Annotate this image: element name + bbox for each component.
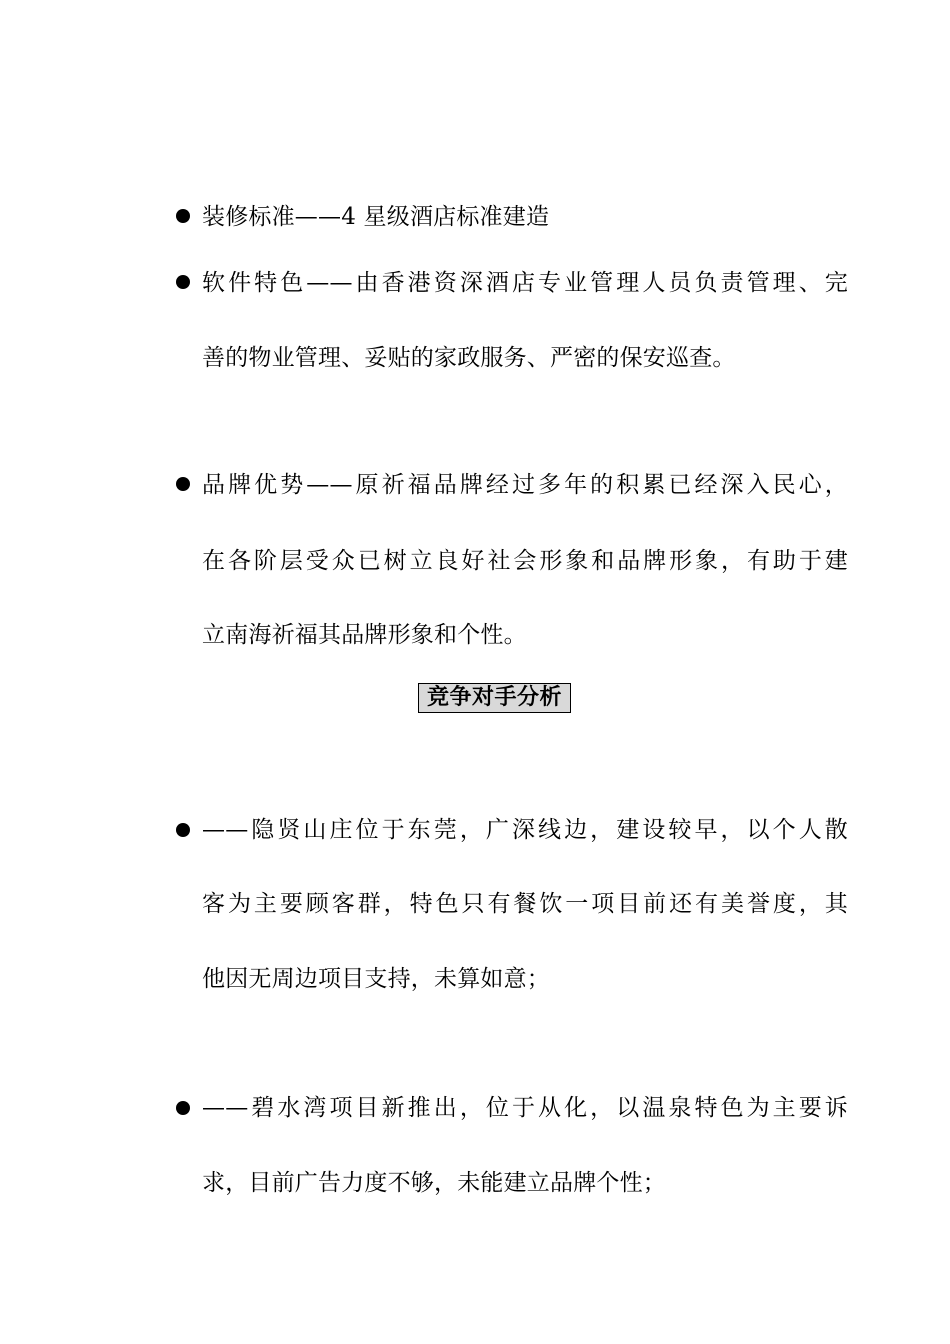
- competitor-line: ——隐贤山庄位于东莞，广深线边，建设较早，以个人散: [202, 817, 848, 843]
- competitor-line: 他因无周边项目支持，未算如意；: [202, 966, 550, 992]
- bullet-icon: [176, 1101, 190, 1115]
- bullet-icon: [176, 823, 190, 837]
- feature-line: 品牌优势——原祈福品牌经过多年的积累已经深入民心，: [202, 472, 848, 498]
- feature-line: 善的物业管理、妥贴的家政服务、严密的保安巡查。: [202, 345, 736, 371]
- competitor-line: 求，目前广告力度不够，未能建立品牌个性；: [202, 1170, 666, 1196]
- feature-line: 装修标准——4 星级酒店标准建造: [202, 204, 550, 230]
- feature-line: 软件特色——由香港资深酒店专业管理人员负责管理、完: [202, 270, 848, 296]
- feature-line: 在各阶层受众已树立良好社会形象和品牌形象，有助于建: [202, 548, 848, 574]
- competitor-line: 客为主要顾客群，特色只有餐饮一项目前还有美誉度，其: [202, 891, 848, 917]
- bullet-icon: [176, 275, 190, 289]
- feature-line: 立南海祈福其品牌形象和个性。: [202, 622, 527, 648]
- bullet-icon: [176, 209, 190, 223]
- section-heading-competitors: 竞争对手分析: [418, 683, 571, 713]
- bullet-icon: [176, 477, 190, 491]
- competitor-line: ——碧水湾项目新推出，位于从化，以温泉特色为主要诉: [202, 1095, 848, 1121]
